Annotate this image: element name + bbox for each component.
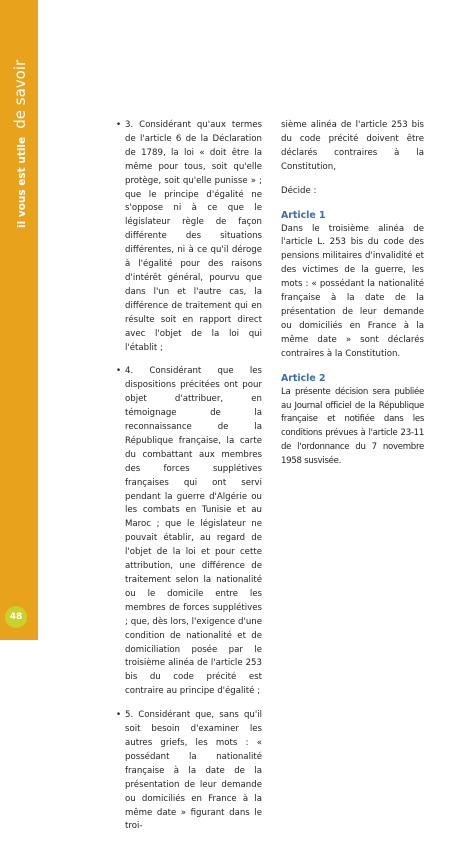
- article-2-heading: Article 2: [281, 372, 326, 384]
- considerant-list: [116, 119, 262, 834]
- continuation-text: sième alinéa de l'article 253 bis du code précité doivent être déclarés contraires à la Constitution,: [281, 120, 424, 172]
- list-item: • 3. Considérant qu'aux termes de l'article 6 de la Déclaration de 1789, la loi « doit être la même pour tous, soit qu'elle protège, soit qu'elle punisse » ; que le principe d'égalité ne s'oppose ni à ce que le législateur règle de façon différente des situations différentes, ni à ce qu'il déroge à l'égalité pour des raisons d'intérêt général, pourvu que dans l'un et l'autre cas, la différence de traitement qui en résulte soit en rapport direct avec l'objet de la loi qui l'établit ;: [116, 119, 262, 355]
- left-column: [116, 119, 262, 844]
- section-title: [2, 6, 36, 236]
- section-title-light: de savoir: [11, 59, 29, 129]
- svg-text:il vous est utile de sav: [10, 59, 29, 228]
- right-column: [281, 119, 424, 479]
- list-item: • 4. Considérant que les dispositions précitées ont pour objet d'attribuer, en témoignage de la reconnaissance de la République française, la carte du combattant aux membres des forces supplétives françaises qui ont servi pendant la guerre d'Algérie ou les combats en Tunisie et au Maroc ; que le législateur ne pouvait établir, au regard de l'objet de la loi et pour cette attribution, une différence de traitement selon la nationalité ou le domicile entre les membres de forces supplétives ; que, dès lors, l'exigence d'une condition de nationalité et de domiciliation posée par le troisième alinéa de l'article 253 bis du code précité est contraire au principe d'égalité ;: [116, 365, 262, 699]
- article-2-text: La présente décision sera publiée au Journal officiel de la République française et notifiée dans les conditions prévues à l'article 23-11 de l'ordonnance du 7 novembre 1958 susvisée.: [281, 386, 424, 467]
- section-sidebar: [0, 0, 38, 640]
- article-1-heading: Article 1: [281, 209, 326, 221]
- page-number-badge: [5, 606, 27, 628]
- page-number: 48: [9, 612, 23, 622]
- section-title-bold: il vous est utile: [16, 136, 28, 228]
- article-1-text: Dans le troisième alinéa de l'article L. 253 bis du code des pensions militaires d'invalidité et des victimes de la guerre, les mots : « possédant la nationalité française à la date de la présentation de leur demande ou domiciliés en France à la même date » sont déclarés contraires à la Constitution.: [281, 223, 424, 359]
- list-item: • 5. Considérant que, sans qu'il soit besoin d'examiner les autres griefs, les mots : « possédant la nationalité française à la date de la présentation de leur demande ou domiciliés en France à la même date » figurant dans le troi-: [116, 709, 262, 834]
- decide-label: Décide :: [281, 185, 317, 196]
